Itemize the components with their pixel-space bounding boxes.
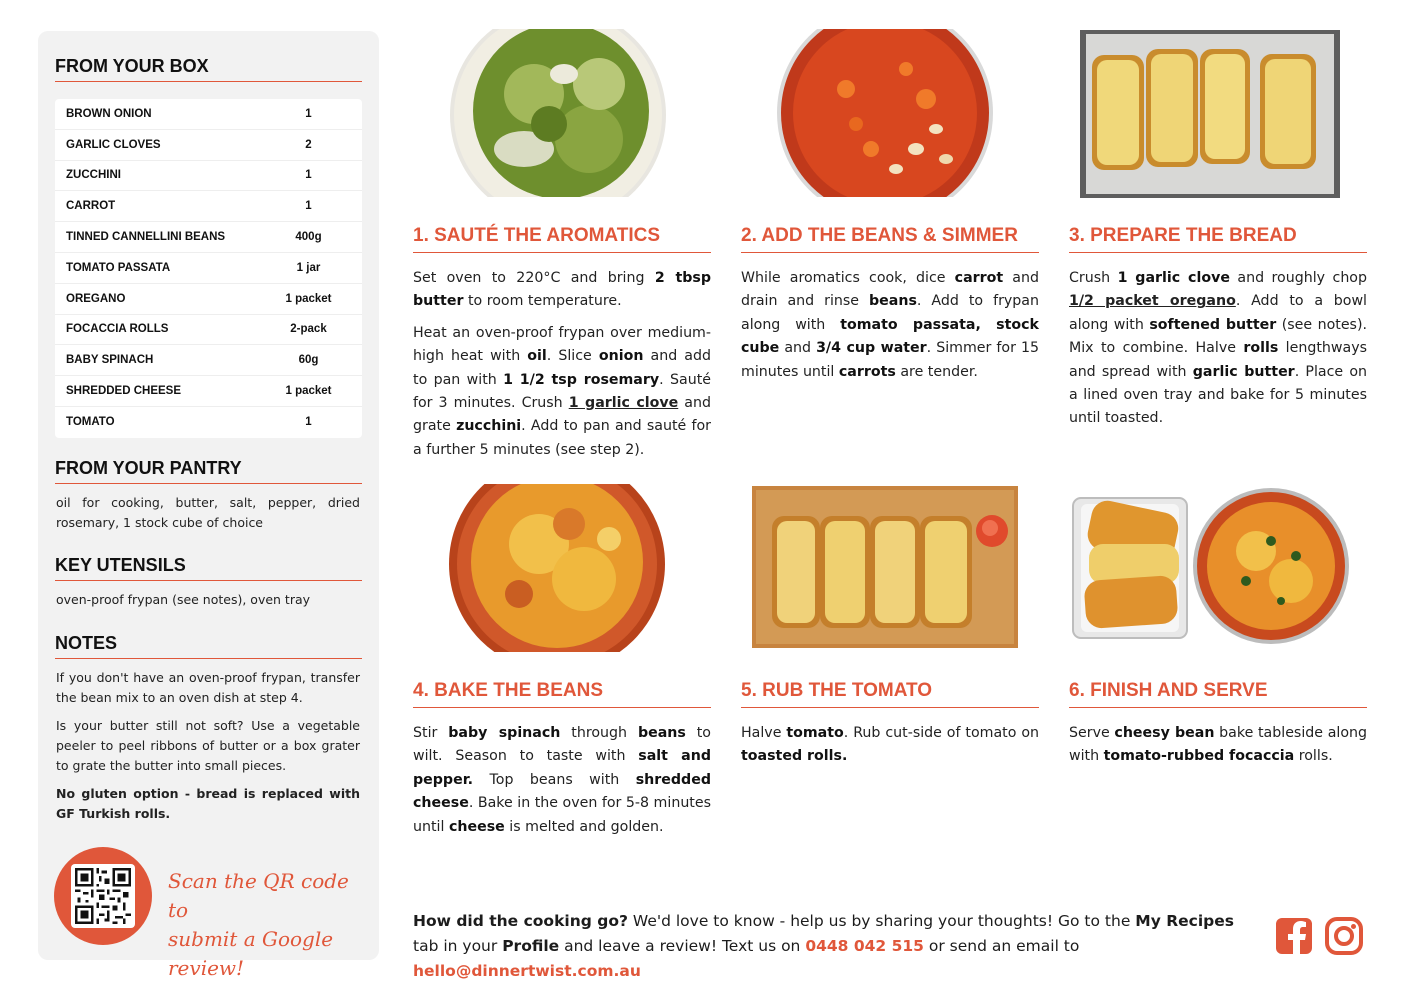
step-6-body <box>1069 722 1367 777</box>
text: garlic butter <box>1192 363 1295 380</box>
step-3-body <box>1069 267 1367 439</box>
ingredient-qty: 1 packet <box>285 292 332 305</box>
text: Heat an oven-proof frypan over medium-high heat with <box>413 324 711 365</box>
text: tomato-rubbed focaccia <box>1103 748 1295 765</box>
text: 1 garlic clove <box>568 395 679 412</box>
ingredient-name: TINNED CANNELLINI BEANS <box>66 231 226 244</box>
ingredients-table <box>55 99 362 438</box>
text: 2 tbsp butter <box>413 270 711 310</box>
ingredient-qty: 60g <box>298 354 319 367</box>
feedback-footer <box>413 909 1263 984</box>
text: . Add to frypan along with <box>741 293 1039 333</box>
ingredient-name: BABY SPINACH <box>66 354 154 367</box>
text: beans <box>637 725 686 741</box>
ingredient-row <box>55 253 362 284</box>
ingredient-row <box>55 376 362 407</box>
text: and <box>779 340 817 357</box>
step-2-photo <box>776 29 994 199</box>
step-1-body <box>413 267 711 470</box>
text: . Add to a bowl along with <box>1069 293 1367 333</box>
ingredient-name: GARLIC CLOVES <box>66 138 161 151</box>
text: are tender. <box>895 363 978 380</box>
step-6-photo <box>1071 486 1351 650</box>
text: 3/4 cup water <box>816 340 927 357</box>
ingredient-qty: 1 <box>305 107 312 120</box>
text: Set oven to 220°C and bring <box>413 270 655 286</box>
text: softened butter <box>1149 316 1277 333</box>
text: onion <box>598 348 644 365</box>
text: carrot <box>954 270 1004 286</box>
ingredient-row <box>55 130 362 161</box>
ingredient-qty: 1 <box>305 200 312 213</box>
text: Crush <box>1069 270 1118 286</box>
text: rolls. <box>1294 748 1333 765</box>
text: (see notes). Mix to combine. Halve <box>1069 316 1367 357</box>
text: . Simmer for 15 minutes until <box>741 340 1039 380</box>
from-your-pantry-heading: FROM YOUR PANTRY <box>55 458 362 484</box>
ingredient-name: ZUCCHINI <box>66 169 121 182</box>
text: tomato passata, stock cube <box>741 316 1039 357</box>
text: . Place on a lined oven tray and bake for 5 minutes until toasted. <box>1069 363 1367 427</box>
step-4-photo <box>449 484 667 654</box>
step-4-body <box>413 722 711 847</box>
step-5-photo <box>752 486 1018 648</box>
step-2-body <box>741 267 1039 392</box>
ingredient-name: SHREDDED CHEESE <box>66 385 182 398</box>
step-3-photo <box>1080 30 1340 198</box>
text: 1/2 packet oregano <box>1069 293 1236 310</box>
text: and drain and rinse <box>741 270 1040 310</box>
profile-label: Profile <box>502 937 560 955</box>
text: tab in your <box>413 937 503 955</box>
step-6-title: 6. FINISH AND SERVE <box>1069 680 1367 708</box>
ingredient-qty: 400g <box>295 231 322 244</box>
text: We'd love to know - help us by sharing your thoughts! Go to the <box>627 912 1136 930</box>
note-3: No gluten option - bread is replaced with GF Turkish rolls. <box>56 786 360 821</box>
ingredient-qty: 1 packet <box>285 385 332 398</box>
ingredient-row <box>55 222 362 253</box>
text: . Sauté for 3 minutes. Crush <box>413 371 711 412</box>
text: . Add to pan and sauté for a further 5 minutes (see step 2). <box>413 418 711 458</box>
qr-caption-line-2: submit a Google review! <box>168 927 334 980</box>
text: zucchini <box>456 418 522 435</box>
qr-caption <box>168 867 368 983</box>
text: and add to pan with <box>413 348 711 388</box>
text: 1 garlic clove <box>1117 270 1230 286</box>
step-4-title: 4. BAKE THE BEANS <box>413 680 711 708</box>
text: to room temperature. <box>463 293 622 310</box>
ingredient-name: CARROT <box>66 200 116 213</box>
step-3-title: 3. PREPARE THE BREAD <box>1069 225 1367 253</box>
pantry-text: oil for cooking, butter, salt, pepper, dried rosemary, 1 stock cube of choice <box>56 495 360 530</box>
text: 1 1/2 tsp rosemary <box>503 371 660 388</box>
ingredient-name: TOMATO <box>66 416 115 429</box>
text: oil <box>527 348 547 365</box>
step-4-paragraph <box>413 722 711 839</box>
ingredient-qty: 2 <box>305 138 312 151</box>
step-5-body <box>741 722 1039 777</box>
instagram-icon[interactable] <box>1325 917 1363 955</box>
qr-caption-line-1: Scan the QR code to <box>168 869 349 922</box>
step-5-paragraph <box>741 722 1039 769</box>
text: lengthways and spread with <box>1069 340 1367 380</box>
step-3-paragraph <box>1069 267 1367 431</box>
text: salt and pepper. <box>413 748 711 788</box>
text: bake tableside along with <box>1069 725 1368 765</box>
from-your-box-heading: FROM YOUR BOX <box>55 56 362 82</box>
text: Stir <box>413 725 449 741</box>
text: . Slice <box>546 348 599 365</box>
text: and leave a review! Text us on <box>559 937 806 955</box>
ingredient-row <box>55 345 362 376</box>
text: Top beans with <box>473 771 636 788</box>
text: through <box>560 725 638 741</box>
text: While aromatics cook, dice <box>741 270 955 286</box>
note-2: Is your butter still not soft? Use a vegetable peeler to peel ribbons of butter or a box grater to grate the butter into small pieces. <box>56 718 360 773</box>
text: Serve <box>1069 725 1115 741</box>
notes-heading: NOTES <box>55 633 362 659</box>
step-1-photo <box>449 29 667 199</box>
ingredient-qty: 1 <box>305 169 312 182</box>
note-1: If you don't have an oven-proof frypan, transfer the bean mix to an oven dish at step 4. <box>56 670 360 705</box>
text: . Bake in the oven for 5-8 minutes until <box>413 795 711 835</box>
step-1-paragraph-2 <box>413 322 711 462</box>
ingredient-name: BROWN ONION <box>66 107 152 120</box>
text: cheesy bean <box>1114 725 1215 741</box>
email-link[interactable]: hello@dinnertwist.com.au <box>413 962 641 980</box>
text: carrots <box>838 363 896 380</box>
ingredient-name: FOCACCIA ROLLS <box>66 323 169 336</box>
ingredient-qty: 1 jar <box>296 261 321 274</box>
ingredient-row <box>55 99 362 130</box>
ingredient-qty: 2-pack <box>290 323 327 336</box>
ingredient-row <box>55 315 362 346</box>
ingredient-row <box>55 191 362 222</box>
text: Halve <box>741 725 787 741</box>
text: . Rub cut-side of tomato on <box>843 725 1039 741</box>
feedback-question: How did the cooking go? <box>413 912 628 930</box>
text: shredded cheese <box>413 771 711 812</box>
step-2-paragraph <box>741 267 1039 384</box>
text: and grate <box>413 395 711 435</box>
step-5-title: 5. RUB THE TOMATO <box>741 680 1039 708</box>
qr-code-icon[interactable] <box>71 864 135 928</box>
ingredient-row <box>55 284 362 315</box>
text: tomato <box>786 725 844 741</box>
ingredient-row <box>55 407 362 438</box>
phone-link[interactable]: 0448 042 515 <box>805 937 924 955</box>
text: baby spinach <box>448 725 561 741</box>
step-6-paragraph <box>1069 722 1367 769</box>
text: beans <box>869 293 917 310</box>
ingredient-qty: 1 <box>305 416 312 429</box>
text: or send an email to <box>923 937 1080 955</box>
text: is melted and golden. <box>504 818 664 835</box>
text: and roughly chop <box>1229 270 1367 286</box>
ingredient-name: OREGANO <box>66 292 126 305</box>
text: cheese <box>448 818 505 835</box>
ingredient-row <box>55 161 362 192</box>
text: toasted rolls. <box>741 748 848 765</box>
text: rolls <box>1243 340 1279 357</box>
utensils-text: oven-proof frypan (see notes), oven tray <box>56 592 311 607</box>
facebook-icon[interactable] <box>1275 917 1313 955</box>
text: to wilt. Season to taste with <box>413 725 711 765</box>
sidebar <box>38 31 379 980</box>
my-recipes-label: My Recipes <box>1135 912 1234 930</box>
step-1-paragraph-1 <box>413 267 711 314</box>
qr-badge[interactable] <box>54 847 152 945</box>
ingredient-name: TOMATO PASSATA <box>66 261 171 274</box>
key-utensils-heading: KEY UTENSILS <box>55 555 362 581</box>
step-1-title: 1. SAUTÉ THE AROMATICS <box>413 225 711 253</box>
step-2-title: 2. ADD THE BEANS & SIMMER <box>741 225 1039 253</box>
